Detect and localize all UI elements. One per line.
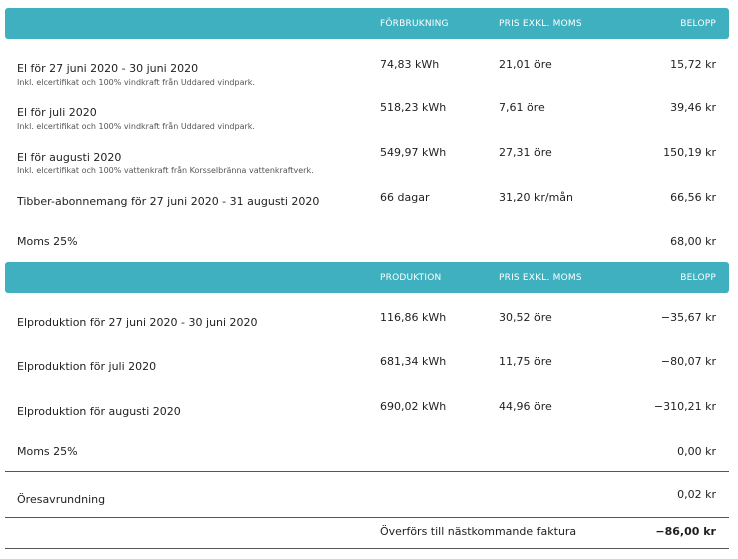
row-price: 21,01 öre — [499, 58, 552, 71]
row-quantity: 74,83 kWh — [380, 58, 440, 71]
divider — [5, 517, 729, 518]
col-header-price: PRIS EXKL. MOMS — [499, 273, 582, 283]
row-subtext: Inkl. elcertifikat och 100% vindkraft från Uddared vindpark. — [17, 122, 255, 131]
consumption-header — [5, 8, 729, 39]
row-amount: 150,19 kr — [663, 146, 716, 159]
total-amount: −86,00 kr — [655, 525, 716, 538]
row-subtext: Inkl. elcertifikat och 100% vindkraft från Uddared vindpark. — [17, 78, 255, 87]
row-description: El för juli 2020 — [17, 106, 97, 119]
row-subtext: Inkl. elcertifikat och 100% vattenkraft från Korsselbränna vattenkraftverk. — [17, 166, 314, 175]
row-quantity: 66 dagar — [380, 191, 430, 204]
col-header-consumption: FÖRBRUKNING — [380, 19, 449, 29]
row-description: El för 27 juni 2020 - 30 juni 2020 — [17, 62, 199, 75]
row-description: Tibber-abonnemang för 27 juni 2020 - 31 augusti 2020 — [17, 195, 320, 208]
row-price: 44,96 öre — [499, 400, 552, 413]
production-header — [5, 262, 729, 293]
row-price: 31,20 kr/mån — [499, 191, 574, 204]
row-description: El för augusti 2020 — [17, 151, 122, 164]
row-price: 30,52 öre — [499, 311, 552, 324]
row-price: 27,31 öre — [499, 146, 552, 159]
row-quantity: 518,23 kWh — [380, 101, 447, 114]
col-header-amount: BELOPP — [680, 273, 716, 283]
row-description: Elproduktion för augusti 2020 — [17, 405, 181, 418]
row-amount: 0,00 kr — [677, 445, 716, 458]
row-amount: 68,00 kr — [670, 235, 716, 248]
col-header-amount: BELOPP — [680, 19, 716, 29]
rounding-label: Öresavrundning — [17, 493, 106, 506]
row-description: Elproduktion för juli 2020 — [17, 360, 157, 373]
row-quantity: 116,86 kWh — [380, 311, 447, 324]
col-header-price: PRIS EXKL. MOMS — [499, 19, 582, 29]
row-description: Elproduktion för 27 juni 2020 - 30 juni 2020 — [17, 316, 258, 329]
row-quantity: 681,34 kWh — [380, 355, 447, 368]
row-quantity: 690,02 kWh — [380, 400, 447, 413]
row-amount: −35,67 kr — [660, 311, 716, 324]
row-description: Moms 25% — [17, 235, 78, 248]
row-price: 11,75 öre — [499, 355, 552, 368]
row-description: Moms 25% — [17, 445, 78, 458]
row-price: 7,61 öre — [499, 101, 545, 114]
row-amount: 39,46 kr — [670, 101, 716, 114]
rounding-amount: 0,02 kr — [677, 488, 716, 501]
divider — [5, 548, 729, 549]
row-amount: −80,07 kr — [660, 355, 716, 368]
row-amount: −310,21 kr — [653, 400, 716, 413]
row-amount: 66,56 kr — [670, 191, 716, 204]
total-label: Överförs till nästkommande faktura — [380, 525, 577, 538]
divider — [5, 471, 729, 472]
row-quantity: 549,97 kWh — [380, 146, 447, 159]
row-amount: 15,72 kr — [670, 58, 716, 71]
col-header-production: PRODUKTION — [380, 273, 442, 283]
